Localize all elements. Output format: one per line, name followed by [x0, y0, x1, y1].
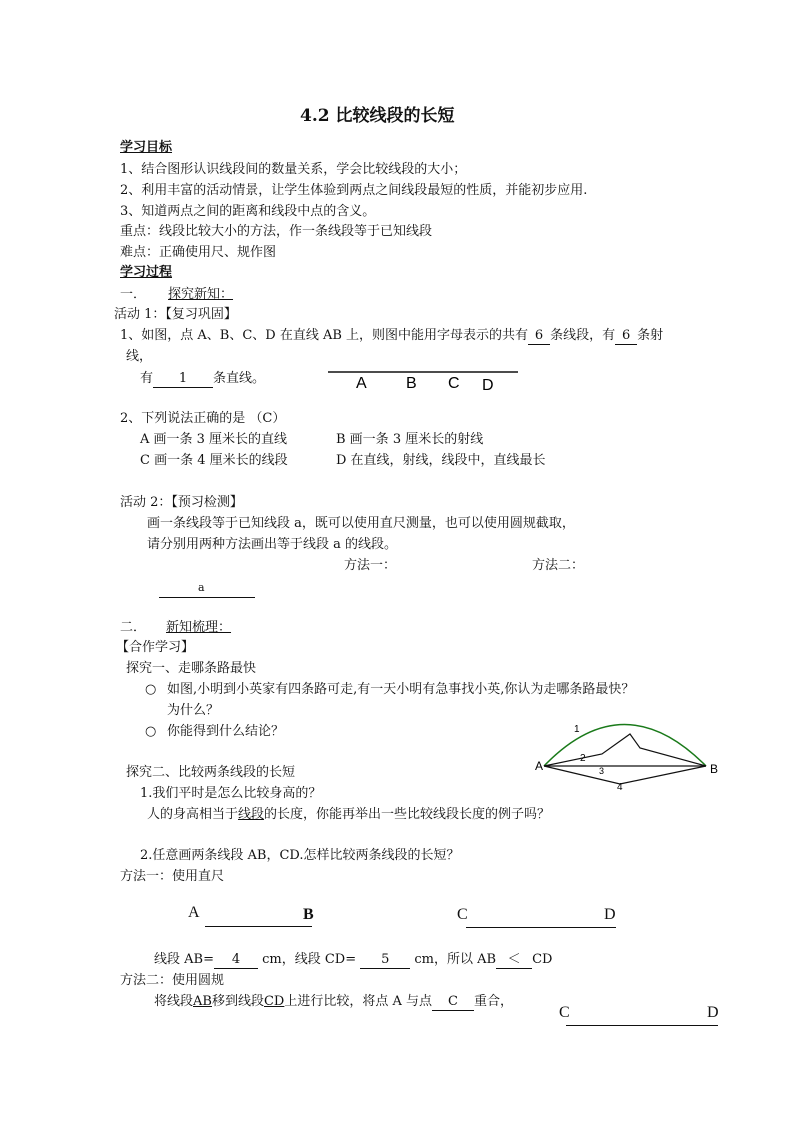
q1-answer-lines: 1: [153, 371, 213, 388]
seg-ab-a-label: A: [188, 904, 200, 921]
compare-value: ＜: [496, 952, 532, 969]
q1-line-count: [140, 371, 265, 388]
q1-text-c: 条射: [637, 328, 664, 343]
method1-label: 方法一：: [344, 558, 397, 573]
road-label-2: 2: [580, 753, 586, 764]
explore1-bullet-1: ○: [145, 682, 157, 697]
segment-ab: [205, 926, 312, 927]
explore2-question2: 2.任意画两条线段 AB，CD.怎样比较两条线段的长短？: [140, 848, 460, 863]
objective-item-3: 3、知道两点之间的距离和线段中点的含义。: [120, 204, 376, 219]
four-roads-figure: [532, 708, 727, 798]
objective-item-1: 1、结合图形认识线段间的数量关系，学会比较线段的大小；: [120, 162, 467, 177]
explore2-title: 探究二、比较两条线段的长短: [126, 765, 296, 780]
method2-instruction: [154, 994, 513, 1011]
activity2-label: 活动 2：【预习检测】: [120, 495, 243, 510]
seg-ab-b-label: B: [303, 906, 314, 923]
q1-text-a: 1、如图，点 A、B、C、D 在直线 AB 上，则图中能用字母表示的共有: [120, 328, 529, 343]
cd-value: 5: [360, 952, 410, 969]
activity1-question1: [120, 328, 663, 345]
explore1-bullet-2: ○: [145, 724, 157, 739]
part1-label: 探究新知：: [168, 287, 234, 302]
road-label-1: 1: [574, 724, 580, 735]
objective-item-2: 2、利用丰富的活动情景，让学生体验到两点之间线段最短的性质，并能初步应用.: [120, 183, 588, 198]
activity1-question2: 2、下列说法正确的是 （C）: [120, 411, 286, 426]
road-label-3: 3: [599, 766, 605, 776]
explore1-title: 探究一、走哪条路最快: [126, 661, 257, 676]
method2-compass: 方法二：使用圆规: [120, 973, 225, 988]
option-c: C 画一条 4 厘米长的线段: [140, 453, 288, 468]
seg2-c-label: C: [559, 1004, 570, 1021]
m2-text-b: 移到线段: [211, 994, 264, 1009]
m2-segment-ab: AB: [193, 994, 212, 1009]
ab-label: 线段 AB=: [154, 952, 214, 967]
q1b-text-segment: 线段: [238, 807, 265, 822]
segment-cd-2: [566, 1025, 718, 1026]
explore2-question1: 1.我们平时是怎么比较身高的？: [140, 786, 322, 801]
part1-number: 一．: [120, 287, 147, 302]
activity2-text2: 请分别用两种方法画出等于线段 a 的线段。: [147, 537, 398, 552]
point-label-b: B: [406, 375, 417, 392]
m2-segment-cd: CD: [263, 994, 285, 1009]
seg2-d-label: D: [707, 1004, 719, 1021]
seg-cd-d-label: D: [604, 906, 616, 923]
explore1-question2: 你能得到什么结论？: [167, 724, 285, 739]
measure-result: [154, 952, 552, 969]
line-abcd-figure: [320, 366, 525, 396]
segment-cd: [466, 927, 616, 928]
method1-ruler: 方法一：使用直尺: [120, 869, 225, 884]
point-a-label: A: [535, 759, 544, 773]
key-point: 重点：线段比较大小的方法，作一条线段等于已知线段: [120, 224, 433, 239]
q1b-text-a: 人的身高相当于: [147, 807, 239, 822]
option-d: D 在直线，射线，线段中，直线最长: [336, 453, 546, 468]
point-label-a: A: [356, 375, 367, 392]
q1-text-d: 线，: [126, 349, 153, 364]
method2-label: 方法二：: [532, 558, 585, 573]
segment-a-label: a: [198, 581, 205, 594]
segment-a: [159, 597, 255, 598]
explore1-question1: 如图,小明到小英家有四条路可走,有一天小明有急事找小英,你认为走哪条路最快？: [167, 682, 635, 697]
page-title: 4.2 比较线段的长短: [300, 106, 455, 126]
q1-text-b: 条线段，有: [550, 328, 616, 343]
objectives-heading: 学习目标: [120, 140, 173, 155]
option-b: B 画一条 3 厘米长的射线: [336, 432, 484, 447]
cd-label: cm，线段 CD=: [262, 952, 357, 967]
q1-text-e: 有: [140, 371, 154, 386]
process-heading: 学习过程: [120, 265, 173, 280]
m2-text-a: 将线段: [154, 994, 194, 1009]
explore1-question1-why: 为什么？: [167, 703, 220, 718]
point-b-label: B: [710, 762, 719, 776]
cooperative-learning-label: 【合作学习】: [116, 640, 195, 655]
activity2-text1: 画一条线段等于已知线段 a，既可以使用直尺测量，也可以使用圆规截取，: [147, 516, 575, 531]
q1-answer-segments: 6: [528, 328, 550, 345]
m2-text-c: 上进行比较，将点 A 与点: [284, 994, 433, 1009]
q1-answer-rays: 6: [615, 328, 637, 345]
road-2-path: [544, 734, 706, 766]
q1b-text-c: 的长度，你能再举出一些比较线段长度的例子吗？: [264, 807, 551, 822]
road-label-4: 4: [617, 782, 623, 793]
cd-end: CD: [532, 952, 553, 967]
q1-text-f: 条直线。: [213, 371, 266, 386]
point-label-c: C: [448, 375, 460, 392]
so-label: cm，所以 AB: [414, 952, 497, 967]
explore2-question1-detail: [147, 807, 550, 823]
m2-point-answer: C: [432, 994, 474, 1011]
point-label-d: D: [482, 377, 494, 394]
difficulty: 难点：正确使用尺、规作图: [120, 245, 277, 260]
ab-value: 4: [214, 952, 258, 969]
m2-text-d: 重合，: [474, 994, 514, 1009]
option-a: A 画一条 3 厘米长的直线: [140, 432, 288, 447]
road-4-path: [544, 766, 706, 784]
activity1-label: 活动 1：【复习巩固】: [114, 307, 237, 322]
seg-cd-c-label: C: [457, 906, 468, 923]
part2-label: 新知梳理：: [166, 620, 232, 635]
part2-number: 二．: [120, 620, 147, 635]
